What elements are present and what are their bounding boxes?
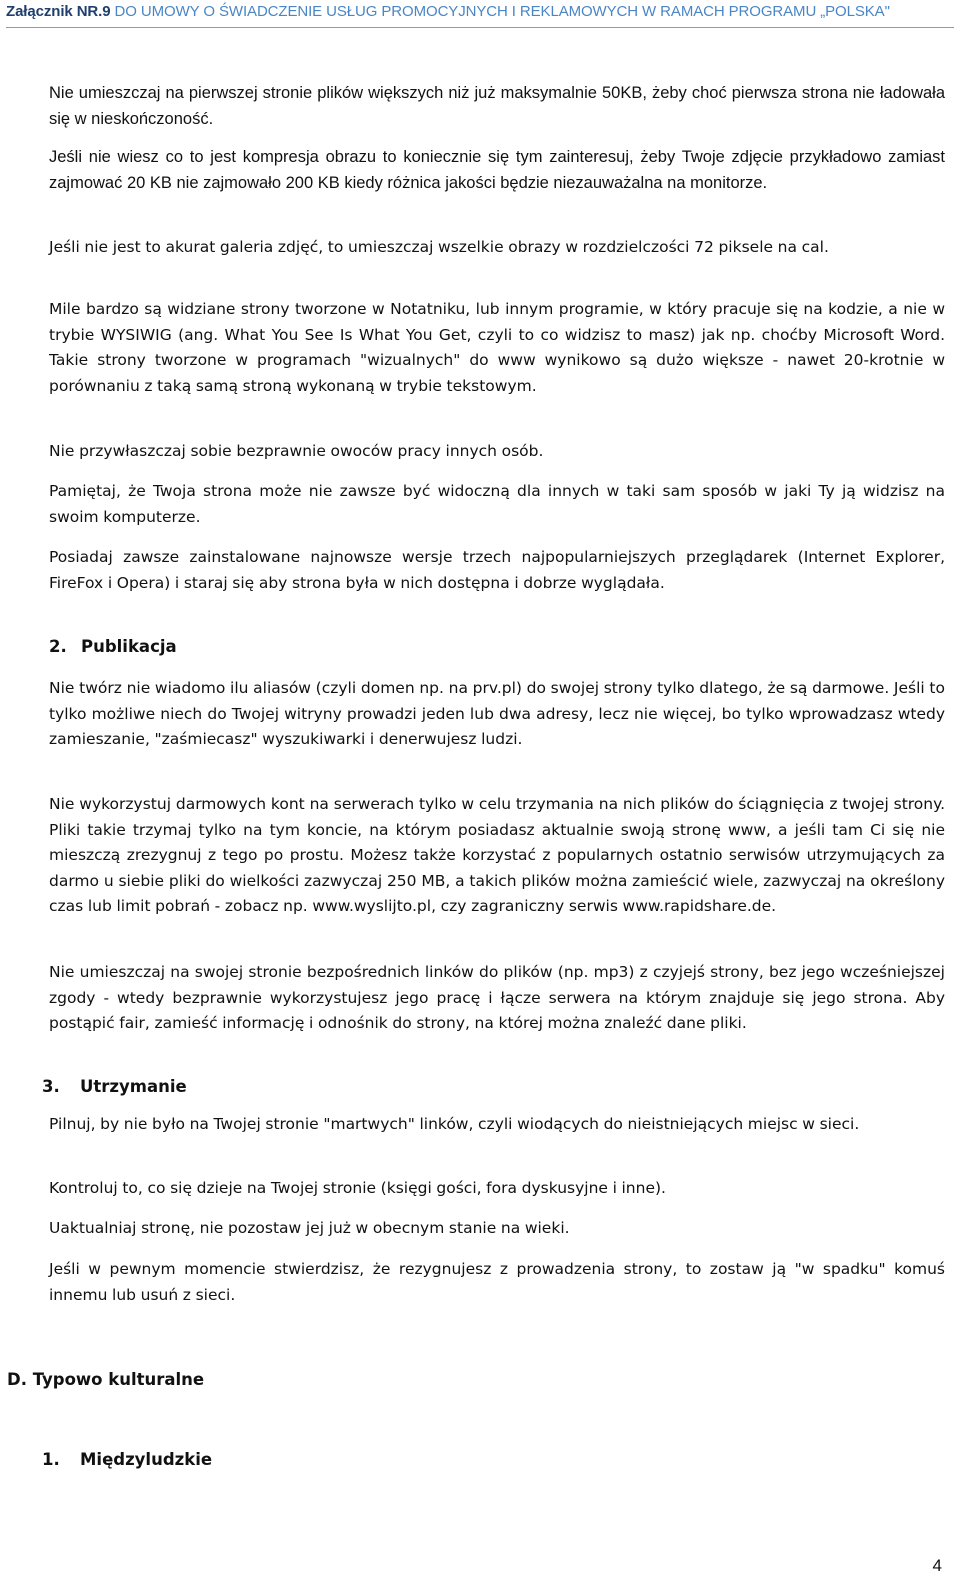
paragraph-notepad: Mile bardzo są widziane strony tworzone w Notatniku, lub innym programie, w który pracuje się na kodzie, a nie w trybie WYSIWIG (ang. What You See Is What You Get, czyli to co widzisz to masz) jak np. choćby Microsoft Word. Takie strony tworzone w programach "wizualnych" do www wynikowo są dużo większe - nawet 20-krotnie w porównaniu z taką samą stroną wykonaną w trybie tekstowym. (49, 300, 945, 395)
paragraph-free-accounts: Nie wykorzystuj darmowych kont na serwerach tylko w celu trzymania na nich plików do ściągnięcia z twojej strony. Pliki takie trzymaj tylko na tym koncie, na którym posiadasz aktualnie swoją stronę www, a jeśli tam Ci się nie mieszczą zrezygnuj z tego po prostu. Możesz także korzystać z popularnych ostatnio serwisów utrzymujących za darmo u siebie pliki do wielkości zazwyczaj 250 MB, a takich plików można zamieścić wiele, zazwyczaj na określony czas lub limit pobrań - zobacz np. www.wyslijto.pl, czy zagraniczny serwis www.rapidshare.de. (49, 795, 945, 915)
header-title: DO UMOWY O ŚWIADCZENIE USŁUG PROMOCYJNYCH I REKLAMOWYCH W RAMACH PROGRAMU „POLSKA" (110, 3, 890, 20)
paragraph-resolution: Jeśli nie jest to akurat galeria zdjęć, to umieszczaj wszelkie obrazy w rozdzielczości 72 piksele na cal. (49, 238, 829, 256)
section-title: Utrzymanie (80, 1077, 187, 1096)
section-title: Publikacja (81, 637, 177, 656)
paragraph-dead-links: Pilnuj, by nie było na Twojej stronie "martwych" linków, czyli wiodących do nieistniejących miejsc w sieci. (49, 1115, 860, 1133)
paragraph-direct-links: Nie umieszczaj na swojej stronie bezpośrednich linków do plików (np. mp3) z czyjejś strony, bez jego wcześniejszej zgody - wtedy bezprawnie wykorzystujesz jego pracę i łącze serwera na którym znajduje się jego strona. Aby postąpić fair, zamieść informację i odnośnik do strony, na której można znaleźć dane pliki. (49, 963, 945, 1032)
header-lead: Załącznik NR.9 (6, 3, 111, 20)
page-number: 4 (932, 1556, 942, 1575)
paragraph-update: Uaktualniaj stronę, nie pozostaw jej już w obecnym stanie na wieki. (49, 1219, 570, 1237)
subsection-heading-miedzyludzkie (42, 1449, 212, 1471)
paragraph-aliases: Nie twórz nie wiadomo ilu aliasów (czyli domen np. na prv.pl) do swojej strony tylko dlatego, że są darmowe. Jeśli to tylko możliwe niech do Twojej witryny prowadzi jeden lub dwa adresy, lecz nie więcej, bo tylko wprowadzasz wtedy zamieszanie, "zaśmiecasz" wyszukiwarki i denerwujesz ludzi. (49, 679, 945, 748)
section-heading-utrzymanie (42, 1076, 187, 1098)
section-heading-publikacja (49, 636, 177, 658)
section-number: 3. (42, 1077, 60, 1096)
paragraph-abandon: Jeśli w pewnym momencie stwierdzisz, że rezygnujesz z prowadzenia strony, to zostaw ją "w spadku" komuś innemu lub usuń z sieci. (49, 1260, 945, 1304)
section-heading-typowo-kulturalne: D. Typowo kulturalne (7, 1370, 205, 1389)
paragraph-control: Kontroluj to, co się dzieje na Twojej stronie (księgi gości, fora dyskusyjne i inne). (49, 1179, 666, 1197)
paragraph-copyright: Nie przywłaszczaj sobie bezprawnie owoców pracy innych osób. (49, 442, 544, 460)
paragraph-file-size: Nie umieszczaj na pierwszej stronie plików większych niż już maksymalnie 50KB, żeby choć pierwsza strona nie ładowała się w nieskończoność. (49, 84, 945, 128)
header-divider (6, 27, 954, 28)
paragraph-compression: Jeśli nie wiesz co to jest kompresja obrazu to koniecznie się tym zainteresuj, żeby Twoje zdjęcie przykładowo zamiast zajmować 20 KB nie zajmowało 200 KB kiedy różnica jakości będzie niezauważalna na monitorze. (49, 148, 945, 192)
section-title: Międzyludzkie (80, 1450, 213, 1469)
paragraph-visibility: Pamiętaj, że Twoja strona może nie zawsze być widoczną dla innych w taki sam sposób w jaki Ty ją widzisz na swoim komputerze. (49, 482, 945, 526)
page-header (6, 2, 956, 22)
section-number: 1. (42, 1450, 60, 1469)
paragraph-browsers: Posiadaj zawsze zainstalowane najnowsze wersje trzech najpopularniejszych przeglądarek (Internet Explorer, FireFox i Opera) i staraj się aby strona była w nich dostępna i dobrze wyglądała. (49, 548, 945, 592)
section-number: 2. (49, 637, 67, 656)
